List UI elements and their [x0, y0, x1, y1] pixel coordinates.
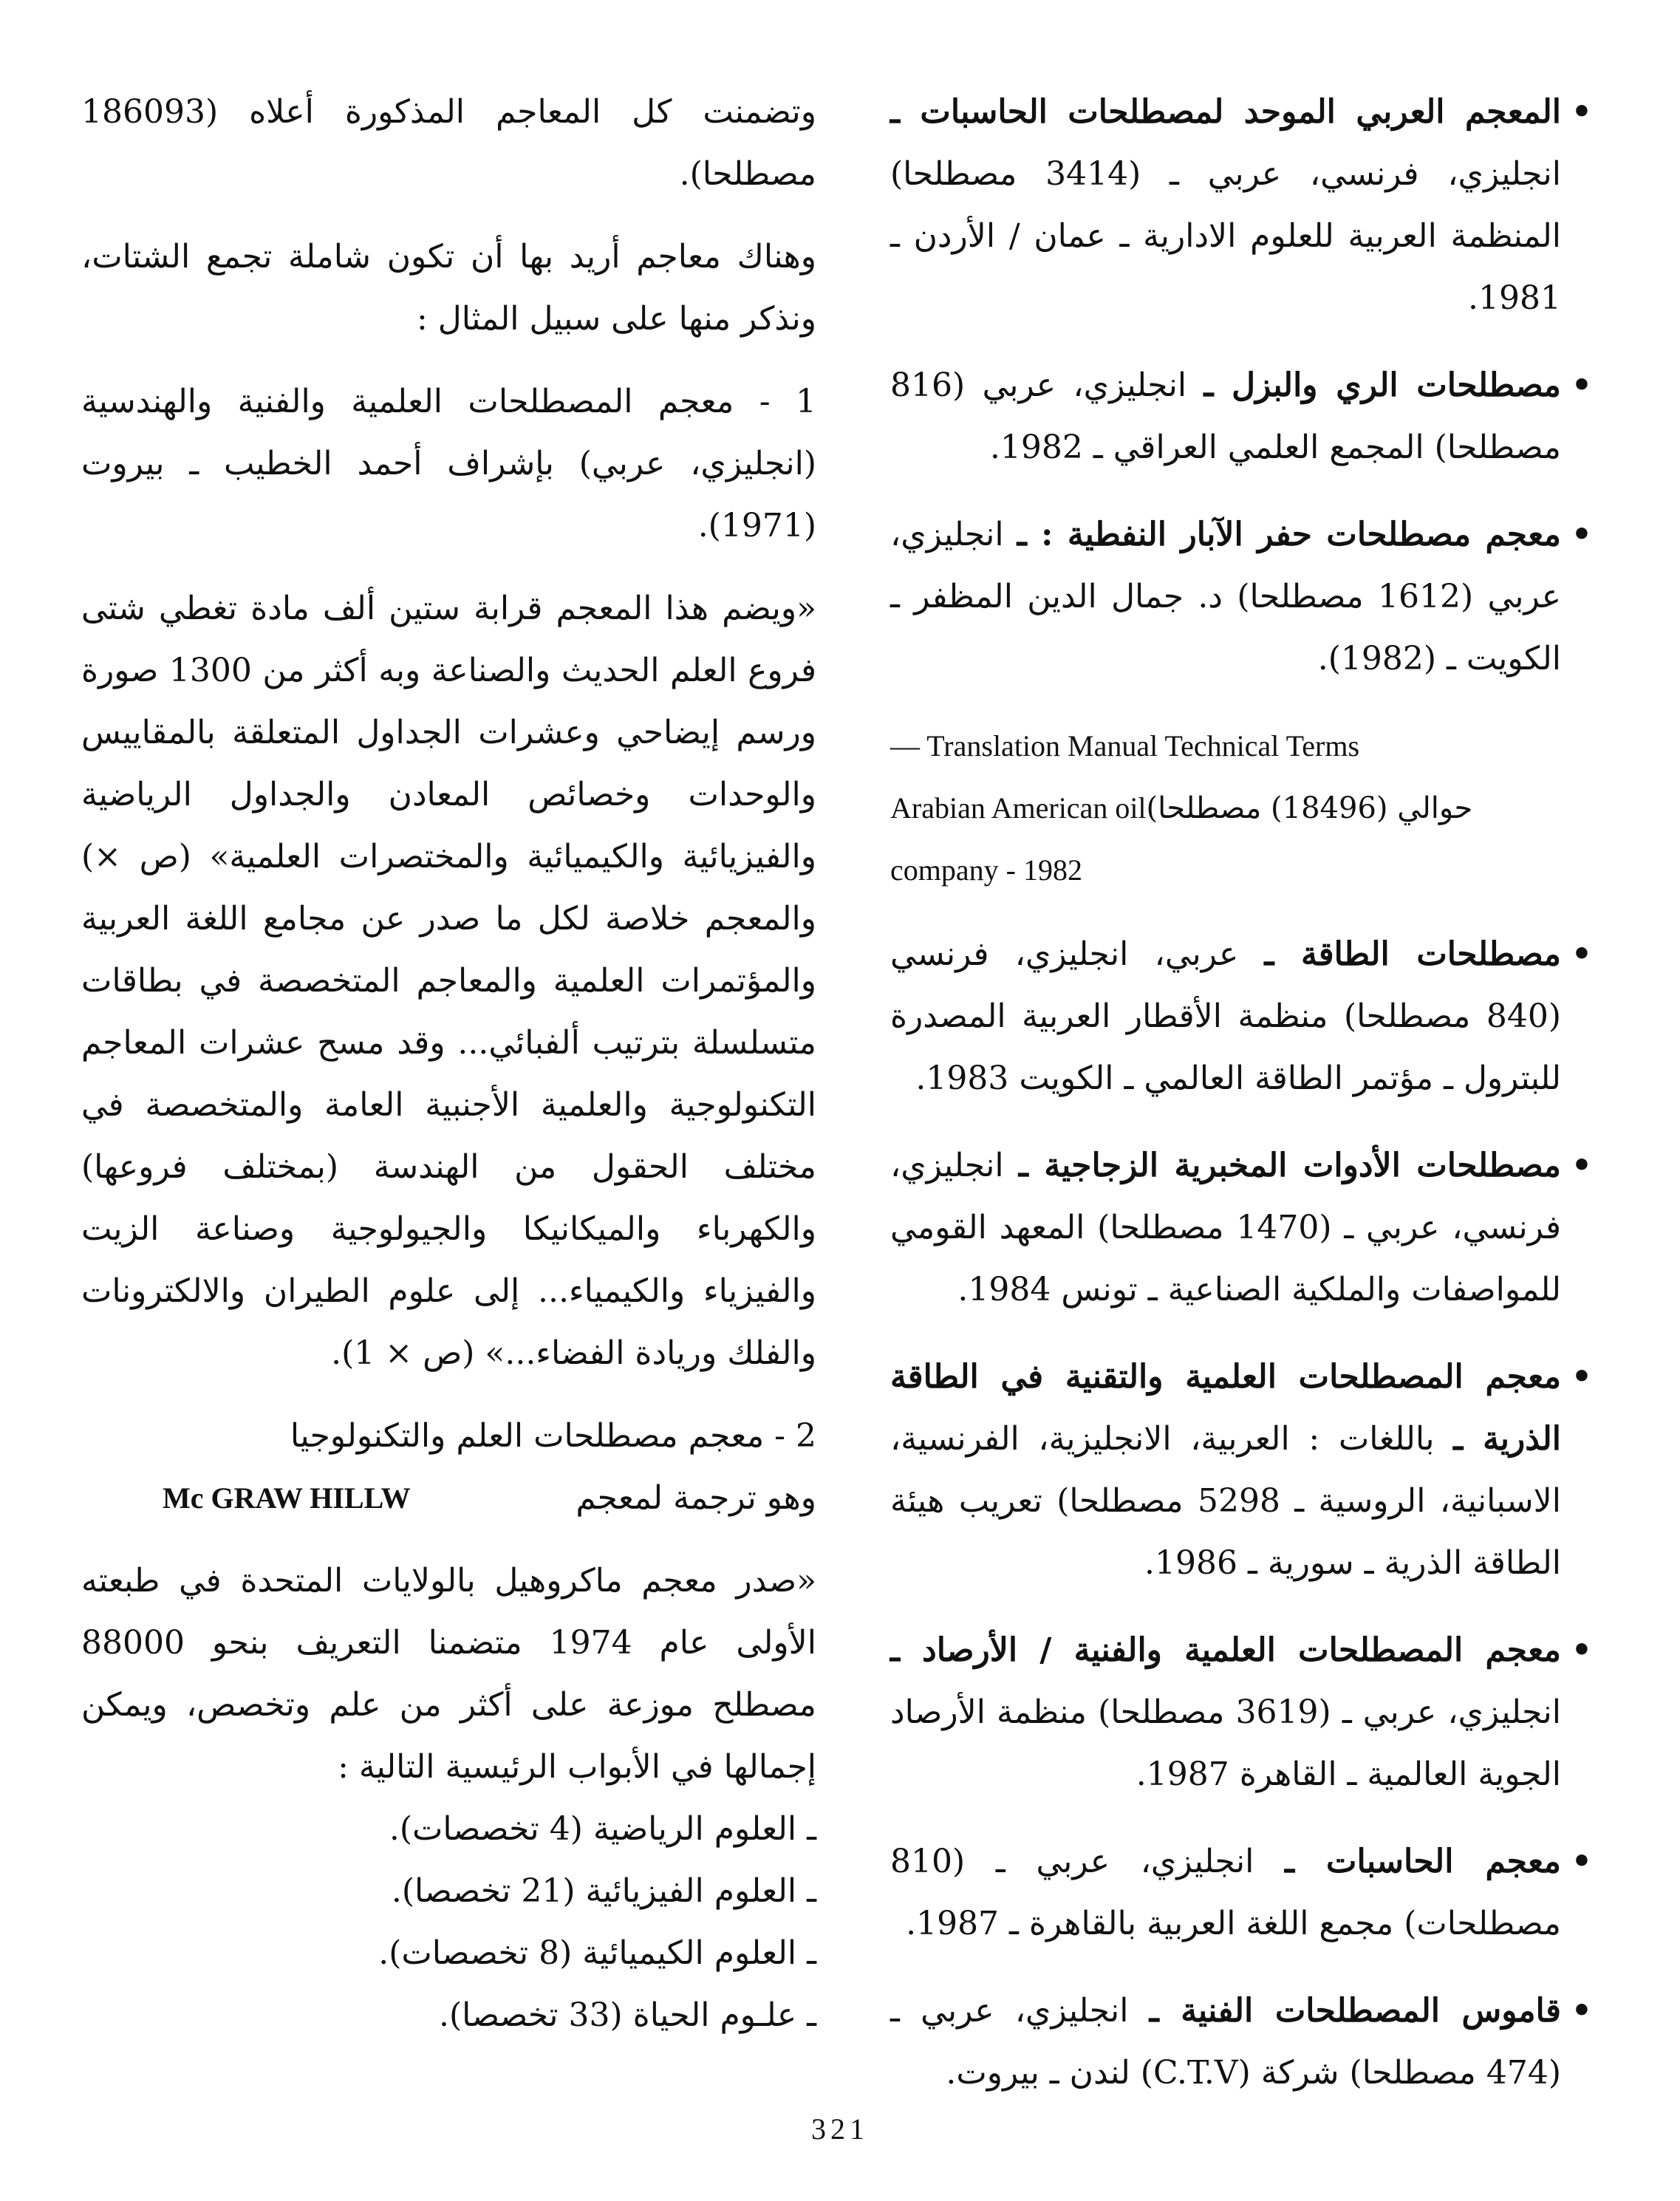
dictionary-entry — [890, 1135, 1592, 1321]
right-column — [890, 81, 1592, 2129]
entry-title: مصطلحات الطاقة ـ — [1264, 935, 1561, 973]
bullet-icon: • — [1571, 935, 1592, 973]
intro-paragraph: وهناك معاجم أريد بها أن تكون شاملة تجمع الشتات، ونذكر منها على سبيل المثال : — [81, 238, 816, 338]
page-number: 321 — [811, 2112, 869, 2146]
translation-manual-company: company - 1982 — [890, 853, 1082, 887]
dictionary-entry — [890, 81, 1592, 330]
list-item: ـ العلوم الكيميائية (8 تخصصات). — [378, 1934, 816, 1972]
dictionary-entry — [890, 1980, 1592, 2104]
dictionary-item-2-title: 2 - معجم مصطلحات العلم والتكنولوجيا — [290, 1417, 816, 1455]
translation-manual-title: — Translation Manual Technical Terms — [890, 729, 1360, 762]
entry-title: مصطلحات الأدوات المخبرية الزجاجية ـ — [1018, 1147, 1561, 1184]
dictionary-item-2-source: Mc GRAW HILLW — [163, 1481, 411, 1515]
dictionary-item-1: 1 - معجم المصطلحات العلمية والفنية والهندسية (انجليزي، عربي) بإشراف أحمد الخطيب ـ بيروت (1971). — [81, 383, 816, 545]
bullet-icon: • — [1571, 1147, 1592, 1184]
dictionary-item-2-translation: وهو ترجمة لمعجم — [576, 1479, 816, 1517]
entry-body: انجليزي، فرنسي، عربي ـ (3414 مصطلحا) المنظمة العربية للعلوم الادارية ـ عمان / الأردن ـ 1981. — [890, 155, 1561, 317]
list-item: ـ العلوم الرياضية (4 تخصصات). — [389, 1810, 816, 1848]
dictionary-entry — [890, 355, 1592, 479]
bullet-icon: • — [1571, 516, 1592, 553]
entry-title: معجم مصطلحات حفر الآبار النفطية : ـ — [1017, 516, 1561, 553]
category-list — [81, 1798, 816, 2047]
translation-manual-count: حوالي (18496) مصطلحا) — [1146, 791, 1473, 825]
bullet-icon: • — [1571, 1631, 1592, 1669]
entry-body: انجليزي، عربي ـ (810 مصطلحات) مجمع اللغة العربية بالقاهرة ـ 1987. — [890, 1843, 1561, 1942]
bullet-icon: • — [1571, 1992, 1592, 2030]
entry-title: معجم الحاسبات ـ — [1285, 1843, 1561, 1880]
entry-body: عربي، انجليزي، فرنسي (840 مصطلحا) منظمة الأقطار العربية المصدرة للبترول ـ مؤتمر الطاقة العالمي ـ الكويت 1983. — [890, 935, 1561, 1097]
entry-body: انجليزي، عربي ـ (3619 مصطلحا) منظمة الأرصاد الجوية العالمية ـ القاهرة 1987. — [890, 1693, 1561, 1793]
entry-title: المعجم العربي الموحد لمصطلحات الحاسبات ـ — [890, 93, 1561, 131]
entry-body: انجليزي، عربي (816 مصطلحا) المجمع العلمي العراقي ـ 1982. — [890, 366, 1561, 466]
list-item: ـ العلوم الفيزيائية (21 تخصصا). — [391, 1872, 816, 1910]
dictionary-entry — [890, 1346, 1592, 1594]
bullet-icon: • — [1571, 366, 1592, 404]
entry-title: معجم المصطلحات العلمية والفنية / الأرصاد ـ — [890, 1631, 1561, 1669]
entry-body: انجليزي، عربي ـ (474 مصطلحا) شركة (C.T.V) لندن ـ بيروت. — [890, 1992, 1561, 2092]
entry-body: انجليزي، فرنسي، عربي ـ (1470 مصطلحا) المعهد القومي للمواصفات والملكية الصناعية ـ تونس 1984. — [890, 1147, 1561, 1308]
bullet-icon: • — [1571, 1358, 1592, 1396]
list-item: ـ علـوم الحياة (33 تخصصا). — [439, 1996, 816, 2034]
translation-manual-entry — [890, 715, 1592, 901]
translation-manual-line2 — [890, 777, 1592, 839]
entry-body: انجليزي، عربي (1612 مصطلحا) د. جمال الدين المظفر ـ الكويت ـ (1982). — [890, 516, 1561, 678]
summary-paragraph: وتضمنت كل المعاجم المذكورة أعلاه (186093 مصطلحا). — [81, 93, 816, 193]
dictionary-item-2-line2 — [81, 1467, 816, 1529]
dictionary-entry — [890, 504, 1592, 690]
entry-title: قاموس المصطلحات الفنية ـ — [1149, 1992, 1561, 2030]
bullet-icon: • — [1571, 93, 1592, 131]
entry-title: مصطلحات الري والبزل ـ — [1203, 366, 1561, 404]
left-column — [81, 81, 816, 2047]
dictionary-entry — [890, 1831, 1592, 1955]
entry-body: باللغات : العربية، الانجليزية، الفرنسية، الاسبانية، الروسية ـ 5298 مصطلحا) تعريب هيئة الطاقة الذرية ـ سورية ـ 1986. — [890, 1420, 1561, 1582]
dictionary-item-2 — [81, 1405, 816, 1529]
translation-manual-org: Arabian American oil — [890, 791, 1147, 825]
quote-paragraph: «ويضم هذا المعجم قرابة ستين ألف مادة تغطي شتى فروع العلم الحديث والصناعة وبه أكثر من 1300 صورة ورسم إيضاحي وعشرات الجداول المتعلقة بالمقاييس والوحدات وخصائص المعادن والجداول الرياضية والفيزيائية والكيميائية والمختصرات العلمية» (ص ×) والمعجم خلاصة لكل ما صدر عن مجامع اللغة العربية والمؤتمرات العلمية والمعاجم المتخصصة في بطاقات متسلسلة بترتيب ألفبائي... وقد مسح عشرات المعاجم التكنولوجية والعلمية الأجنبية العامة والمتخصصة في مختلف الحقول من الهندسة (بمختلف فروعها) والكهرباء والميكانيكا والجيولوجية وصناعة الزيت والفيزياء والكيمياء... إلى علوم الطيران والالكترونات والفلك وريادة الفضاء...» (ص × 1). — [81, 590, 816, 1372]
dictionary-entry — [890, 924, 1592, 1110]
entry-title: معجم المصطلحات العلمية والتقنية في الطاقة الذرية ـ — [890, 1358, 1561, 1458]
dictionary-entry — [890, 1620, 1592, 1806]
bullet-icon: • — [1571, 1843, 1592, 1880]
quote-paragraph-2: «صدر معجم ماكروهيل بالولايات المتحدة في طبعته الأولى عام 1974 متضمنا التعريف بنحو 88000 مصطلح موزعة على أكثر من علم وتخصص، ويمكن إجمالها في الأبواب الرئيسية التالية : — [81, 1562, 816, 1786]
